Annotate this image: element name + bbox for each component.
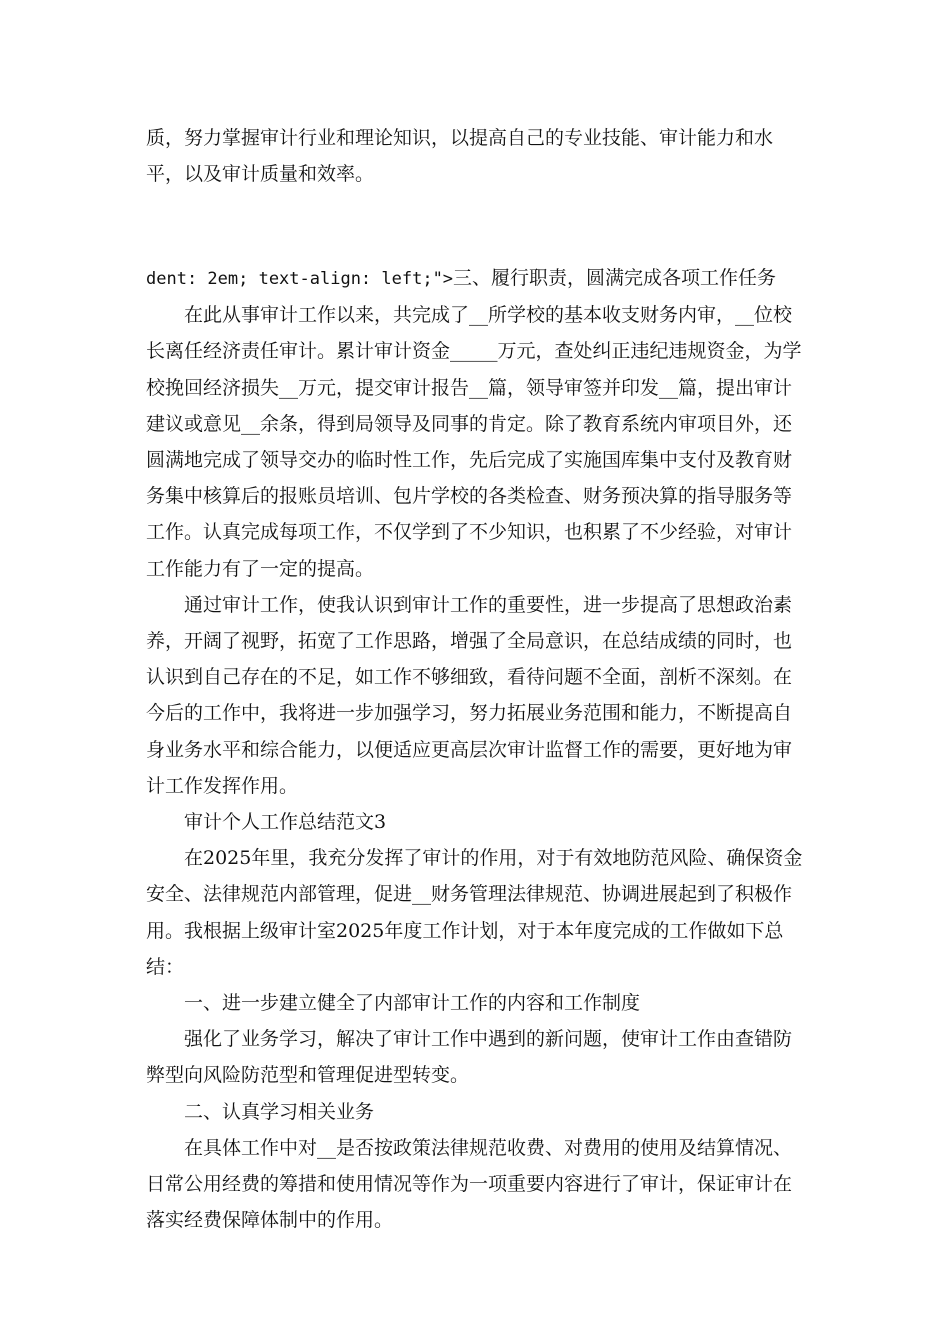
paragraph-audit-work: 在此从事审计工作以来，共完成了__所学校的基本收支财务内审，__位校长离任经济责任审计。累计审计资金_____万元，查处纠正违纪违规资金，为学校挽回经济损失__万元，提交审计报告__篇，领导审签并印发__篇，提出审计建议或意见__余条，得到局领导及同事的肯定。除了教育系统内审项目外，还圆满地完成了领导交办的临时性工作，先后完成了实施国库集中支付及教育财务集中核算后的报账员培训、包片学校的各类检查、财务预决算的指导服务等工作。认真完成每项工作，不仅学到了不少知识，也积累了不少经验，对审计工作能力有了一定的提高。 [146,304,802,580]
text-block-main [146,260,806,1238]
text-block-top [146,120,806,192]
paragraph-study: 强化了业务学习，解决了审计工作中遇到的新问题，使审计工作由查错防弊型向风险防范型和管理促进型转变。 [146,1028,793,1087]
section-heading-1: 一、进一步建立健全了内部审计工作的内容和工作制度 [184,992,641,1015]
stray-markup-text: dent: 2em; text-align: left;"> [146,269,454,289]
paragraph-continuation: 质，努力掌握审计行业和理论知识，以提高自己的专业技能、审计能力和水平，以及审计质量和效率。 [146,127,774,186]
article-title-3: 审计个人工作总结范文3 [184,811,387,834]
paragraph-specific-work: 在具体工作中对__是否按政策法律规范收费、对费用的使用及结算情况、日常公用经费的筹措和使用情况等作为一项重要内容进行了审计，保证审计在落实经费保障体制中的作用。 [146,1136,793,1232]
section-heading-3-text: 三、履行职责，圆满完成各项工作任务 [453,267,777,289]
section-heading-2: 二、认真学习相关业务 [184,1100,375,1123]
section-heading-3 [146,260,806,297]
paragraph-reflection: 通过审计工作，使我认识到审计工作的重要性，进一步提高了思想政治素养，开阔了视野，拓宽了工作思路，增强了全局意识，在总结成绩的同时，也认识到自己存在的不足，如工作不够细致，看待问题不全面，剖析不深刻。在今后的工作中，我将进一步加强学习，努力拓展业务范围和能力，不断提高自身业务水平和综合能力，以便适应更高层次审计监督工作的需要，更好地为审计工作发挥作用。 [146,593,793,797]
paragraph-2025-intro: 在2025年里，我充分发挥了审计的作用，对于有效地防范风险、确保资金安全、法律规范内部管理，促进__财务管理法律规范、协调进展起到了积极作用。我根据上级审计室2025年度工作计划，对于本年度完成的工作做如下总结： [146,847,803,978]
